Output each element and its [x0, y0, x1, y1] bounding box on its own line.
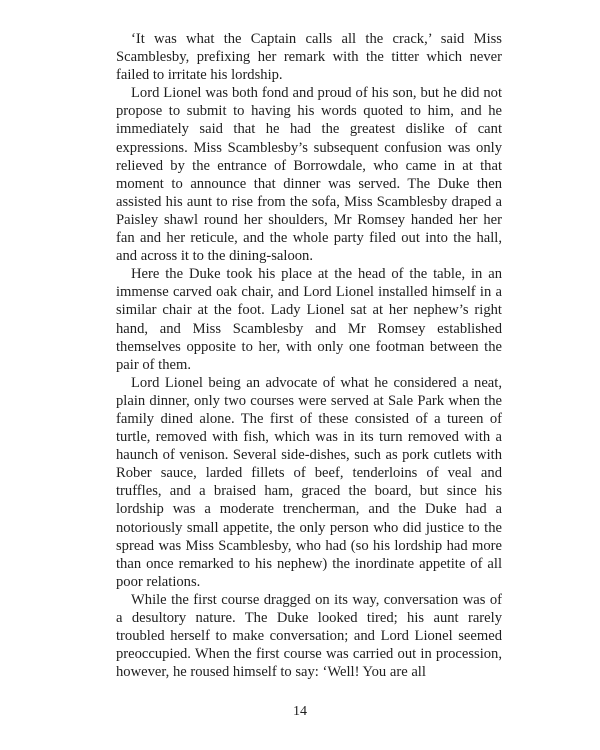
paragraph: ‘It was what the Captain calls all the crack,’ said Miss Scamblesby, prefixing her remark with the titter which never failed to irritate his lordship.: [116, 31, 502, 84]
body-text: [116, 30, 502, 681]
paragraph: While the first course dragged on its way, conversation was of a desultory nature. The Duke looked tired; his aunt rarely troubled herself to make conversation; and Lord Lionel seemed preoccupied. When the first course was carried out in procession, however, he roused himself to say: ‘Well! You are all: [116, 591, 502, 681]
paragraph: Lord Lionel was both fond and proud of his son, but he did not propose to submit to having his words quoted to him, and he immediately said that he had the greatest dislike of cant expressions. Miss Scamblesby’s subsequent confusion was only relieved by the entrance of Borrowdale, who came in at that moment to announce that dinner was served. The Duke then assisted his aunt to rise from the sofa, Miss Scamblesby draped a Paisley shawl round her shoulders, Mr Romsey handed her her fan and her reticule, and the whole party filed out into the hall, and across it to the dining-saloon.: [116, 85, 502, 265]
paragraph: Lord Lionel being an advocate of what he considered a neat, plain dinner, only two courses were served at Sale Park when the family dined alone. The first of these consisted of a tureen of turtle, removed with fish, which was in its turn removed with a haunch of venison. Several side-dishes, such as pork cutlets with Rober sauce, larded fillets of beef, tenderloins of veal and truffles, and a braised ham, graced the board, but since his lordship was a moderate trencherman, and the Duke had a notoriously small appetite, the only person who did justice to the spread was Miss Scamblesby, who had (so his lordship had more than once remarked to his nephew) the inordinate appetite of all poor relations.: [116, 374, 502, 590]
page-number: 14: [293, 704, 307, 719]
paragraph: Here the Duke took his place at the head of the table, in an immense carved oak chair, and Lord Lionel installed himself in a similar chair at the foot. Lady Lionel sat at her nephew’s right hand, and Miss Scamblesby and Mr Romsey established themselves opposite to her, with only one footman between the pair of them.: [116, 266, 502, 373]
